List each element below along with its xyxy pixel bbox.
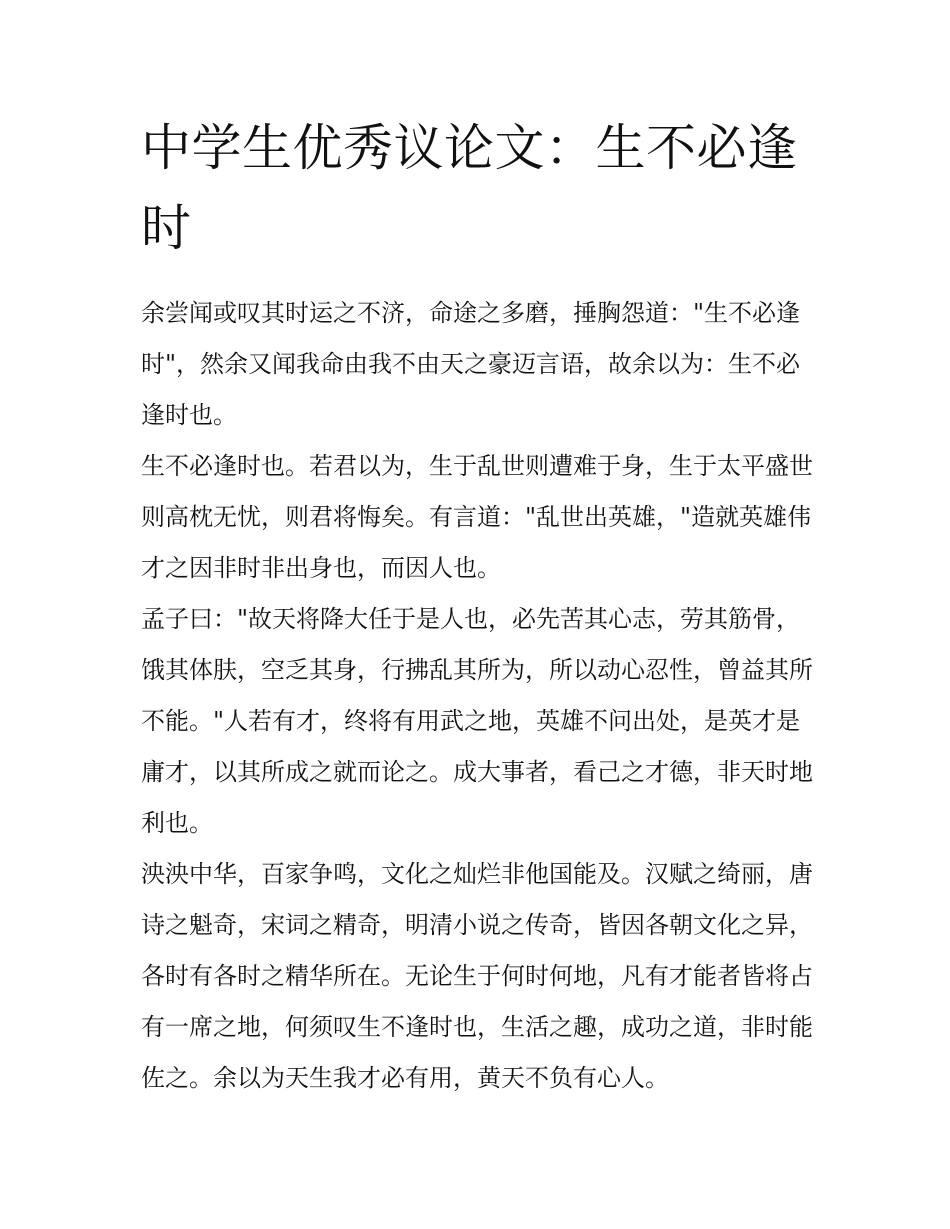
article-title: 中学生优秀议论文：生不必逢时 xyxy=(141,119,798,257)
paragraph-3: 孟子曰："故天将降大任于是人也，必先苦其心志，劳其筋骨，饿其体肤，空乏其身，行拂乱其所为，所以动心忍性，曾益其所不能。"人若有才，终将有用武之地，英雄不问出处，是英才是庸才，以其所成之就而论之。成大事者，看己之才德，非天时地利也。 xyxy=(141,605,813,837)
article-body xyxy=(141,108,813,1104)
paragraph-4: 泱泱中华，百家争鸣，文化之灿烂非他国能及。汉赋之绮丽，唐诗之魁奇，宋词之精奇，明清小说之传奇，皆因各朝文化之异，各时有各时之精华所在。无论生于何时何地，凡有才能者皆将占有一席之地，何须叹生不逢时也，生活之趣，成功之道，非时能佐之。余以为天生我才必有用，黄天不负有心人。 xyxy=(141,860,813,1092)
paragraph-2: 生不必逢时也。若君以为，生于乱世则遭难于身，生于太平盛世则高枕无忧，则君将悔矣。有言道："乱世出英雄，"造就英雄伟才之因非时非出身也，而因人也。 xyxy=(141,452,813,582)
paragraph-1: 余尝闻或叹其时运之不济，命途之多磨，捶胸怨道："生不必逢时"，然余又闻我命由我不由天之豪迈言语，故余以为：生不必逢时也。 xyxy=(141,299,801,429)
